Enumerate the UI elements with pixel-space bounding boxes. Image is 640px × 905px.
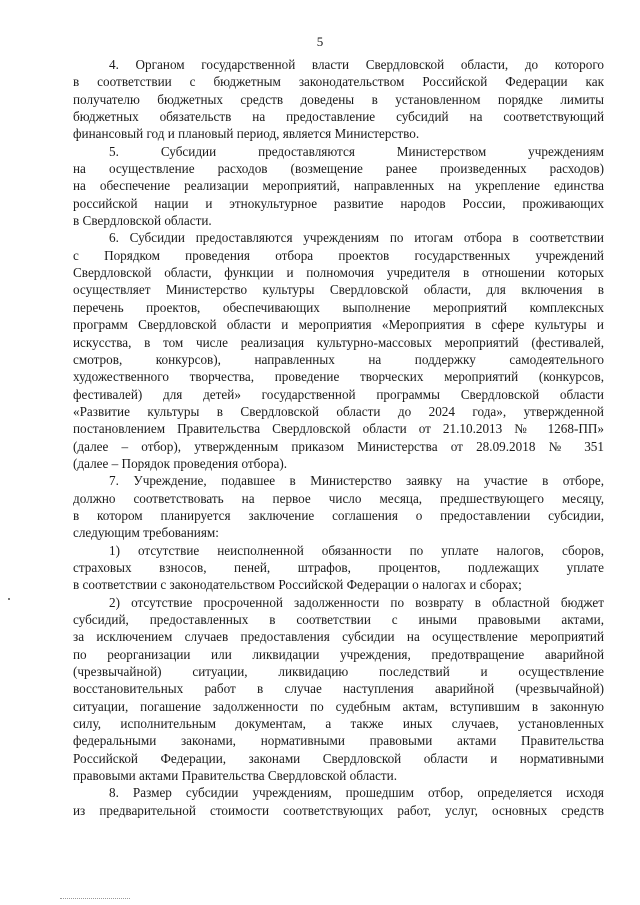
text-line: в соответствии с законодательством Российской Федерации о налогах и сборах;: [73, 577, 522, 593]
page-number: 5: [316, 34, 324, 49]
text-line: искусства, в том числе реализация культурно-массовых мероприятий (фестивалей,: [73, 334, 604, 350]
text-line: 4. Органом государственной власти Свердловской области, до которого: [109, 57, 604, 72]
document-body: [73, 56, 604, 819]
text-line: силу, исполнительным документам, а также иных случаев, установленных: [73, 716, 604, 732]
text-line: программ Свердловской области и мероприятия «Мероприятия в сфере культуры и: [73, 317, 604, 333]
text-line: (далее – отбор), утвержденным приказом Министерства от 28.09.2018 № 351: [73, 438, 604, 454]
text-line: 2) отсутствие просроченной задолженности по возврату в областной бюджет: [109, 594, 604, 610]
text-line: (чрезвычайной) ситуации, ликвидацию последствий и осуществление: [73, 664, 604, 680]
text-line: следующим требованиям:: [73, 525, 219, 541]
text-line: за исключением случаев предоставления субсидии на осуществление мероприятий: [73, 629, 604, 645]
text-line: Свердловской области, функции и полномочия учредителя в отношении которых: [73, 265, 604, 281]
text-line: субсидий, предоставленных в соответствии с иными правовыми актами,: [73, 612, 604, 627]
text-line: в Свердловской области.: [73, 213, 212, 229]
text-line: в соответствии с бюджетным законодательством Российской Федерации как: [73, 74, 604, 90]
text-line: художественного творчества, проведение творческих мероприятий (конкурсов,: [73, 369, 604, 385]
text-line: 8. Размер субсидии учреждениям, прошедшим отбор, определяется исходя: [109, 785, 604, 801]
margin-mark: [8, 598, 10, 600]
text-line: по реорганизации или ликвидации учреждения, предотвращение аварийной: [73, 646, 604, 662]
text-line: 5. Субсидии предоставляются Министерством учреждениям: [109, 143, 604, 159]
text-line: должно соответствовать на первое число месяца, предшествующего месяцу,: [73, 490, 604, 506]
text-line: из предварительной стоимости соответствующих работ, услуг, основных средств: [73, 802, 604, 818]
text-line: финансовый год и плановый период, является Министерство.: [73, 126, 420, 142]
text-line: правовыми актами Правительства Свердловской области.: [73, 768, 398, 784]
text-line: постановлением Правительства Свердловской области от 21.10.2013 № 1268-ПП»: [73, 421, 604, 437]
text-line: с Порядком проведения отбора проектов государственных учреждений: [73, 247, 604, 263]
text-line: (далее – Порядок проведения отбора).: [73, 455, 288, 471]
text-line: смотров, конкурсов), направленных на поддержку самодеятельного: [73, 351, 604, 367]
text-line: ситуации, погашение задолженности по судебным актам, вступившим в законную: [73, 698, 604, 714]
text-line: восстановительных работ в случае наступления аварийной (чрезвычайной): [73, 681, 604, 697]
text-line: Российской Федерации, законами Свердловской области и нормативными: [73, 750, 604, 766]
text-line: на осуществление расходов (возмещение ранее произведенных расходов): [73, 161, 604, 177]
text-line: страховых взносов, пеней, штрафов, процентов, подлежащих уплате: [73, 559, 604, 575]
text-line: 7. Учреждение, подавшее в Министерство заявку на участие в отборе,: [109, 473, 604, 489]
text-line: «Развитие культуры в Свердловской области до 2024 года», утвержденной: [73, 403, 604, 419]
text-line: получателю бюджетных средств доведены в установленном порядке лимиты: [73, 91, 604, 107]
text-line: федеральными законами, нормативными правовыми актами Правительства: [73, 733, 604, 749]
text-line: осуществляет Министерство культуры Свердловской области, для включения в: [73, 282, 604, 298]
text-line: бюджетных обязательств на предоставление субсидий на соответствующий: [73, 109, 604, 125]
text-line: российской нации и этнокультурное развитие народов России, проживающих: [73, 195, 604, 211]
text-line: в котором планируется заключение соглашения о предоставлении субсидии,: [73, 507, 604, 523]
text-line: 6. Субсидии предоставляются учреждениям по итогам отбора в соответствии: [109, 230, 604, 246]
footer-dotted-line: [60, 898, 130, 900]
text-line: фестивалей) для детей» государственной программы Свердловской области: [73, 386, 604, 402]
text-line: перечень проектов, обеспечивающих выполнение мероприятий комплексных: [73, 299, 604, 315]
text-line: на обеспечение реализации мероприятий, направленных на укрепление единства: [73, 178, 604, 194]
text-line: 1) отсутствие неисполненной обязанности по уплате налогов, сборов,: [109, 542, 604, 558]
